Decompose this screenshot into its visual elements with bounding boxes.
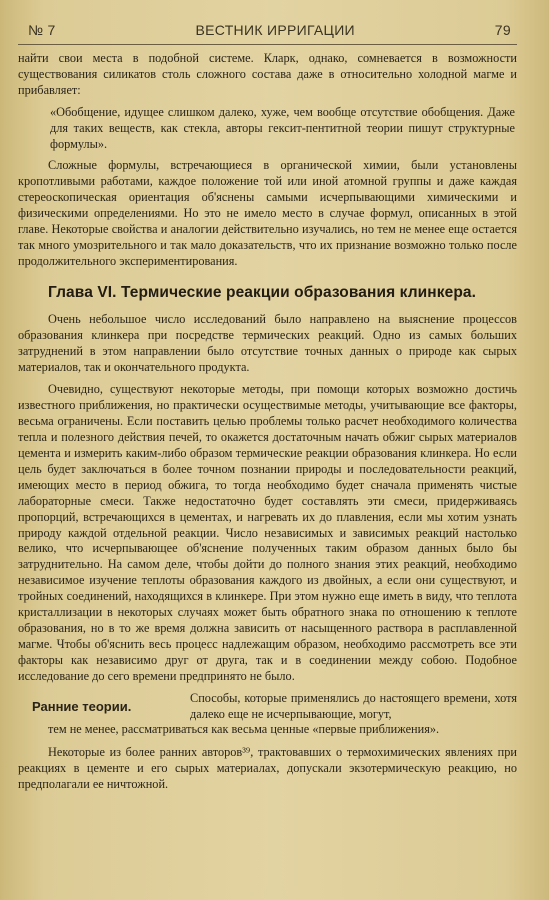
- header-rule: [18, 44, 517, 45]
- journal-title: ВЕСТНИК ИРРИГАЦИИ: [195, 22, 355, 38]
- block-quote: «Обобщение, идущее слишком далеко, хуже, чем вообще отсутствие обобщения. Даже для таких веществ, как стекла, авторы гексит-пентитной теории пишут структурные формулы».: [50, 104, 515, 151]
- sidehead-text: Способы, которые применялись до настоящего времени, хотя далеко еще не исчерпывающие, могут,: [190, 690, 517, 721]
- paragraph-gap: [18, 375, 517, 382]
- early-theories-section: [18, 691, 517, 723]
- paragraph: Очень небольшое число исследований было направлено на выяснение процессов образования клинкера при посредстве термических реакций. Одно из самых больших затруднений в этом направлении было отсутствие точных данных о природе как сырых материалов, так и окончательного продукта.: [18, 311, 517, 374]
- article-body: [18, 51, 517, 793]
- issue-number: № 7: [28, 22, 56, 38]
- page-number: 79: [494, 22, 511, 38]
- paragraph-gap: [18, 738, 517, 745]
- paragraph: Сложные формулы, встречающиеся в органической химии, были установлены кропотливыми работами, каждое положение той или иной атомной группы и даже каждая стереоскопическая ориентация об'яснены самыми исчерпывающими химическими и физическими определениями. Но это не имело место в случае формул, описанных в этой главе. Некоторые свойства и аналогии действительно изучались, но тем не менее еще остается так много умозрительного и так мало доказательств, что их признание возможно только после продолжительного экспериментирования.: [18, 158, 517, 268]
- chapter-heading: Глава VI. Термические реакции образования клинкера.: [48, 283, 477, 301]
- paragraph: найти свои места в подобной системе. Кларк, однако, сомневается в возможности существования силикатов столь сложного состава даже в относительно холодной магме и прибавляет:: [18, 51, 517, 97]
- paragraph: Очевидно, существуют некоторые методы, при помощи которых возможно достичь известного приближения, но практически осуществимые методы, учитывающие все факторы, весьма ограничены. Если поставить целью проблемы только расчет необходимого количества тепла и полезного действия печей, то окажется достаточным начать обжиг сырых материалов цемента и измерить каким-либо образом термические реакции образования клинкера. Но если цель будет заключаться в более точном познании природы и последовательности реакций, имеющих место в период обжига, то тогда необходимо будет сначала применять чистые лабораторные смеси. Также недостаточно будет составлять эти смеси, придерживаясь пропорций, встречающихся в цементах, и нагревать их до плавления, если мы хотим узнать природу каждой отдельной реакции. Число независимых и зависимых реакций настолько велико, что исчерпывающее об'яснение полученных таким образом данных было бы затруднительно. На самом деле, чтобы дойти до полного знания этих реакций, необходимо независимое изучение теплоты образования каждого из двойных, а если они существуют, и тройных соединений, находящихся в клинкере. При этом нужно еще иметь в виду, что теплота кристаллизации в некоторых случаях может быть обратного знака по отношению к теплоте образования, но в то же время должна зависить от насыщенного раствора в расплавленной магме. Чтобы об'яснить весь процесс надлежащим образом, необходимо рассмотреть все эти факторы как независимо друг от друга, так и в соединении между собою. Подобное исследование до сего времени предпринято не было.: [18, 382, 517, 683]
- running-header: [18, 22, 517, 44]
- paragraph-continuation: тем не менее, рассматриваться как весьма ценные «первые приближения».: [48, 722, 440, 737]
- section-sidehead: Ранние теории.: [32, 698, 132, 714]
- paragraph: Некоторые из более ранних авторов³⁹, трактовавших о термохимических явлениях при реакциях в цементе и его сырых материалах, допускали экзотермическую реакцию, но предполагали ее ничтожной.: [18, 745, 517, 792]
